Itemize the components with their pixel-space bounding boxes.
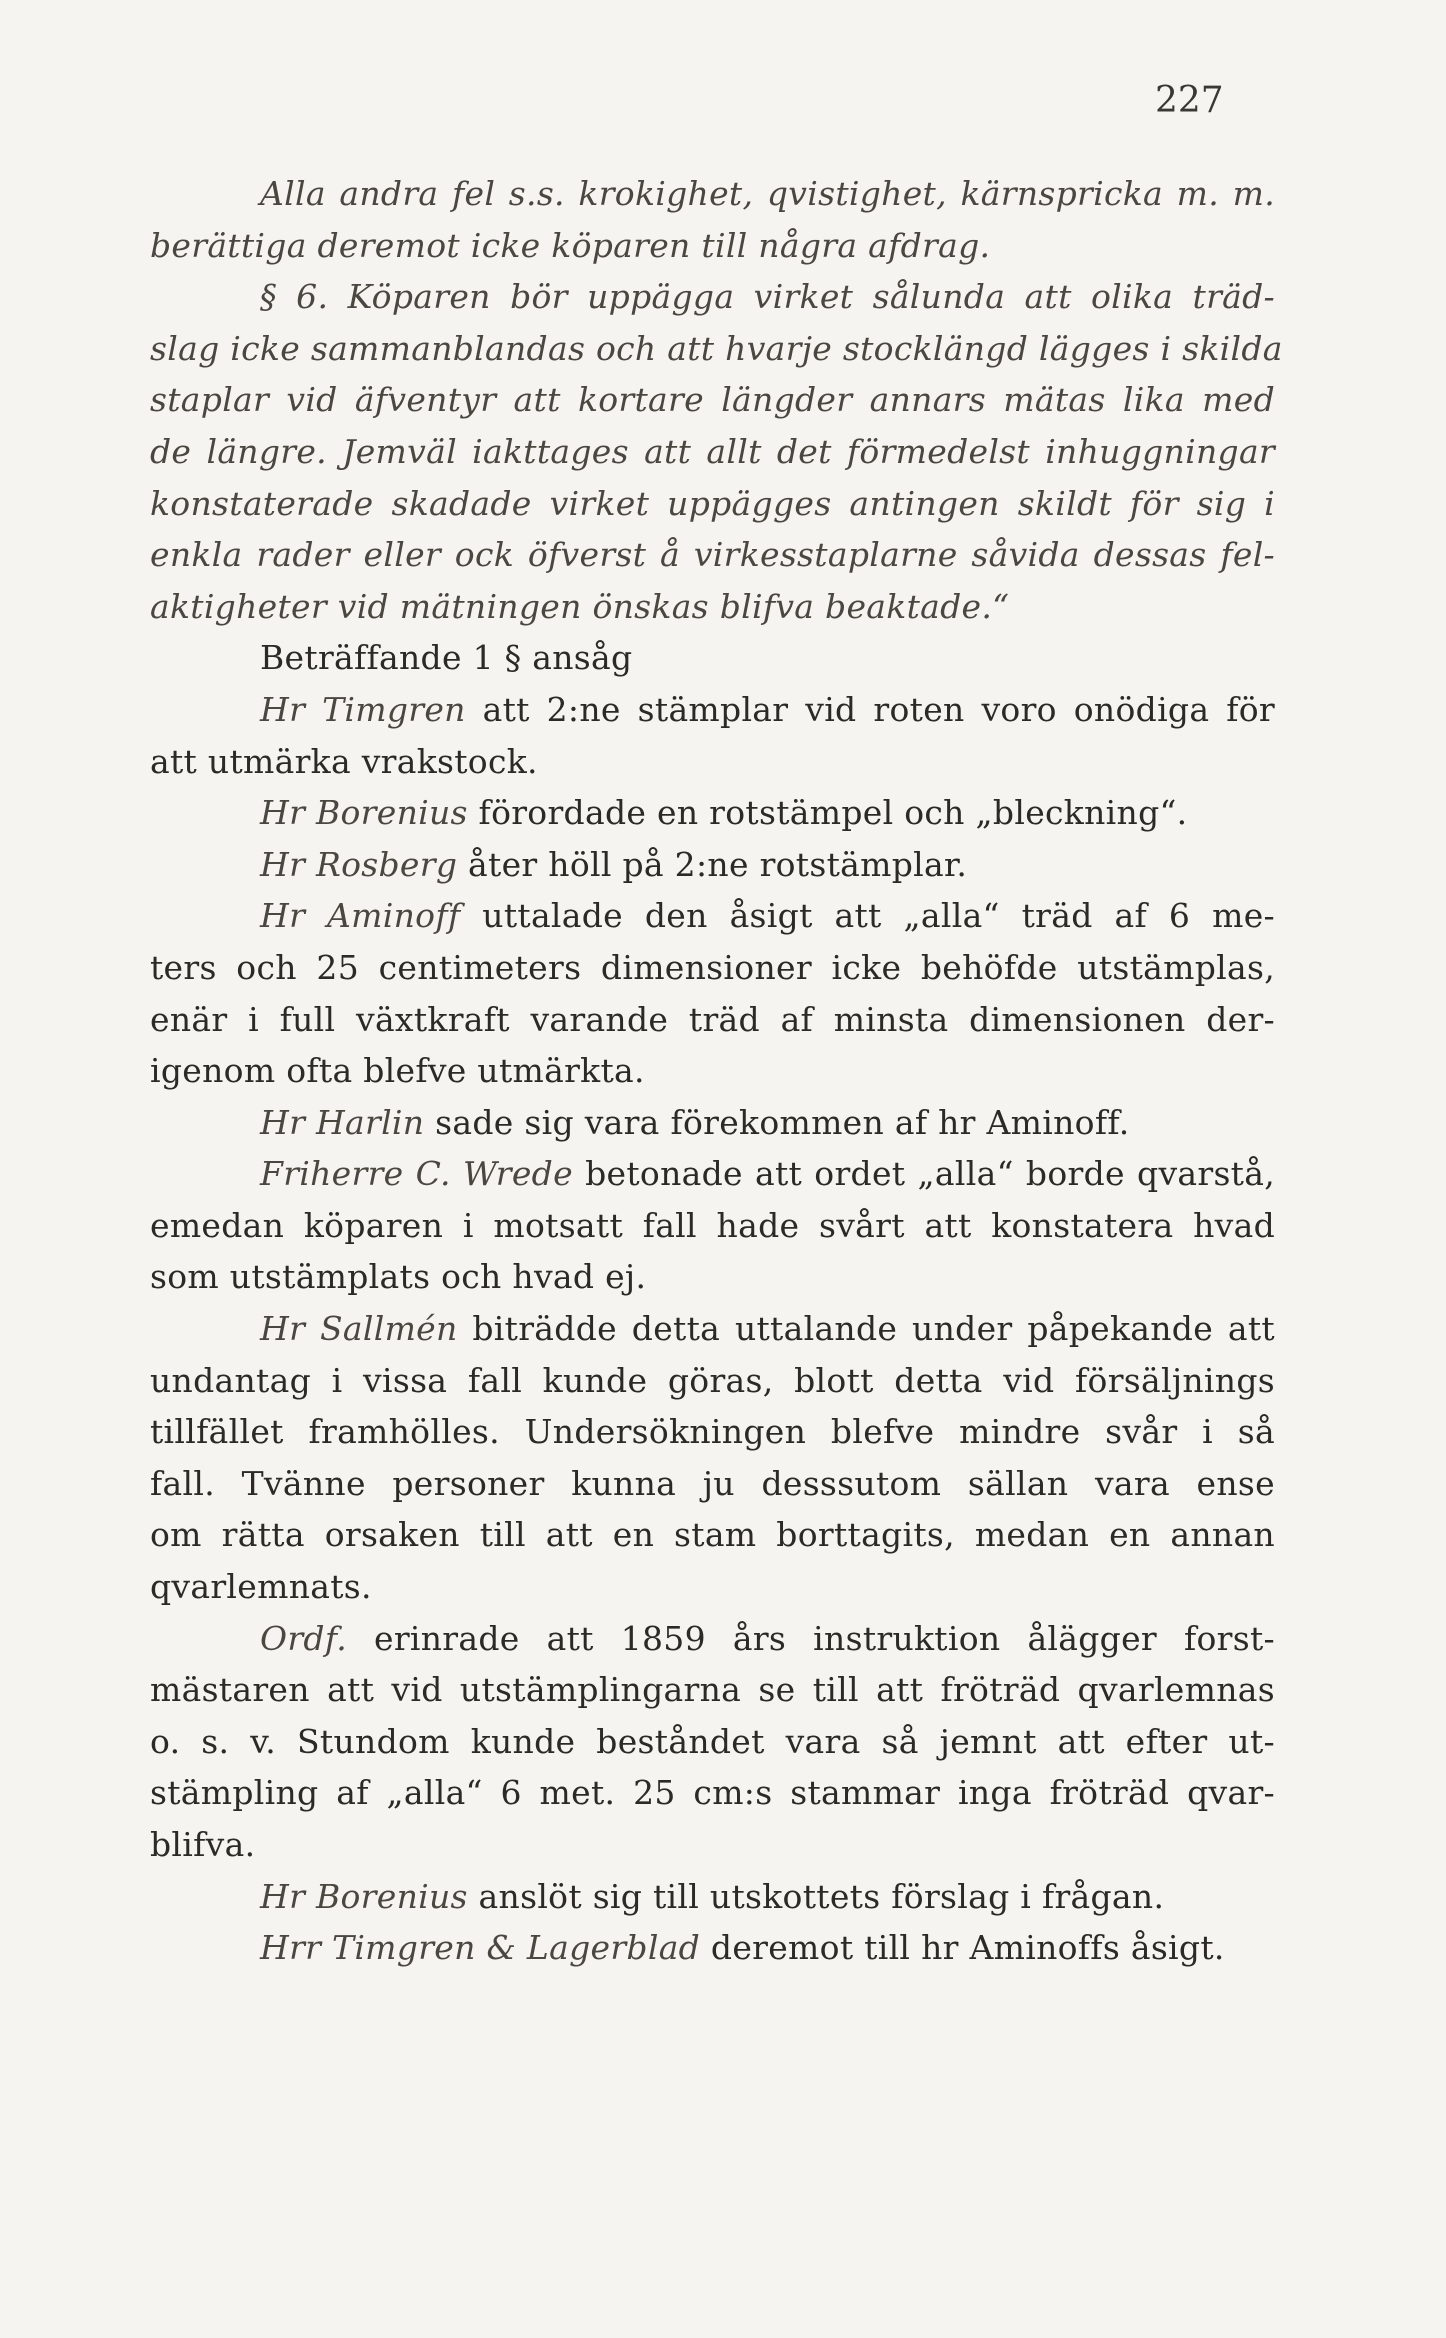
text-line — [150, 581, 1275, 633]
text-run: tillfället framhölles. Undersökningen blefve mindre svår i så — [150, 1412, 1275, 1452]
text-run: stämpling af „alla“ 6 met. 25 cm:s stammar inga fröträd qvar- — [150, 1773, 1275, 1813]
text-run: fall. Tvänne personer kunna ju desssutom sällan vara ense — [150, 1463, 1275, 1503]
text-run: blifva. — [150, 1825, 256, 1864]
text-line — [150, 1200, 1275, 1252]
italic-text: Hr Timgren — [260, 689, 466, 729]
text-line — [150, 942, 1275, 994]
text-line — [150, 736, 1275, 788]
text-run: uttalade den åsigt att „alla“ träd af 6 me- — [460, 896, 1275, 936]
text-line — [150, 1097, 1275, 1149]
text-run: mästaren att vid utstämplingarna se till att fröträd qvarlemnas — [150, 1670, 1275, 1710]
text-run: att utmärka vrakstock. — [150, 741, 538, 781]
text-line — [150, 1406, 1275, 1458]
text-line — [150, 1613, 1275, 1665]
text-line — [150, 323, 1283, 375]
italic-text: Hr Rosberg — [260, 844, 458, 884]
italic-text: staplar vid äfventyr att kortare längder annars mätas lika med — [150, 380, 1275, 420]
text-line — [150, 632, 1275, 684]
italic-text: Hr Borenius — [260, 793, 468, 833]
text-run: deremot till hr Aminoffs åsigt. — [700, 1928, 1225, 1968]
text-line — [150, 994, 1275, 1046]
text-line — [150, 684, 1275, 736]
text-line — [150, 1303, 1275, 1355]
text-line — [150, 787, 1275, 839]
text-run: qvarlemnats. — [150, 1567, 372, 1607]
text-run: erinrade att 1859 års instruktion ålägger forst- — [346, 1618, 1275, 1658]
italic-text: Hr Borenius — [260, 1876, 468, 1916]
italic-text: aktigheter vid mätningen önskas blifva beaktade.“ — [150, 586, 1010, 626]
text-run: om rätta orsaken till att en stam borttagits, medan en annan — [150, 1515, 1275, 1555]
text-run: o. s. v. Stundom kunde beståndet vara så jemnt att efter ut- — [150, 1721, 1275, 1761]
text-line — [150, 1871, 1275, 1923]
text-line — [150, 1819, 1275, 1871]
text-line — [150, 1509, 1275, 1561]
text-line — [150, 1148, 1275, 1200]
text-line — [150, 426, 1275, 478]
text-line — [150, 1767, 1275, 1819]
text-line — [150, 1045, 1275, 1097]
text-line — [150, 1922, 1275, 1974]
body-text — [150, 168, 1283, 1974]
text-run: sade sig vara förekommen af hr Aminoff. — [424, 1102, 1130, 1142]
italic-text: Hrr Timgren & Lagerblad — [260, 1928, 701, 1968]
text-line — [150, 374, 1275, 426]
text-line — [150, 220, 1275, 272]
text-run: emedan köparen i motsatt fall hade svårt att konstatera hvad — [150, 1205, 1275, 1245]
text-line — [150, 839, 1275, 891]
text-line — [150, 478, 1275, 530]
text-run: Beträffande 1 § ansåg — [260, 638, 633, 678]
text-run: biträdde detta uttalande under påpekande att — [457, 1309, 1275, 1349]
page-number: 227 — [1155, 80, 1224, 121]
text-line — [150, 1716, 1275, 1768]
italic-text: konstaterade skadade virket uppägges antingen skildt för sig i — [150, 483, 1275, 523]
italic-text: Hr Aminoff — [260, 896, 461, 936]
text-run: ters och 25 centimeters dimensioner icke behöfde utstämplas, — [150, 947, 1275, 987]
italic-text: enkla rader eller ock öfverst å virkesstaplarne såvida dessas fel- — [150, 535, 1275, 575]
text-line — [150, 1458, 1275, 1510]
italic-text: berättiga deremot icke köparen till några afdrag. — [150, 225, 991, 265]
text-line — [150, 890, 1275, 942]
text-line — [150, 1355, 1275, 1407]
italic-text: de längre. Jemväl iakttages att allt det förmedelst inhuggningar — [150, 431, 1275, 471]
italic-text: Alla andra fel s.s. krokighet, qvistighet, kärnspricka m. m. — [260, 174, 1275, 213]
text-run: enär i full växtkraft varande träd af minsta dimensionen der- — [150, 999, 1275, 1039]
italic-text: Ordf. — [260, 1618, 347, 1658]
italic-text: Friherre C. Wrede — [260, 1154, 573, 1194]
text-run: förordade en rotstämpel och „bleckning“. — [467, 793, 1188, 833]
text-run: anslöt sig till utskottets förslag i frågan. — [467, 1876, 1165, 1916]
text-run: betonade att ordet „alla“ borde qvarstå, — [572, 1154, 1276, 1194]
text-line — [150, 1251, 1275, 1303]
text-line — [150, 271, 1275, 323]
text-line — [150, 1561, 1275, 1613]
text-line — [150, 1664, 1275, 1716]
text-run: igenom ofta blefve utmärkta. — [150, 1051, 645, 1091]
text-run: undantag i vissa fall kunde göras, blott detta vid försäljnings — [150, 1360, 1275, 1400]
text-line — [150, 529, 1275, 581]
italic-text: slag icke sammanblandas och att hvarje stocklängd lägges i skilda — [150, 328, 1283, 368]
text-run: åter höll på 2:ne rotstämplar. — [457, 844, 968, 884]
text-line — [150, 168, 1275, 220]
italic-text: § 6. Köparen bör uppägga virket sålunda att olika träd- — [260, 277, 1275, 317]
italic-text: Hr Harlin — [260, 1102, 425, 1142]
italic-text: Hr Sallmén — [260, 1309, 458, 1349]
text-run: att 2:ne stämplar vid roten voro onödiga för — [465, 689, 1275, 729]
text-run: som utstämplats och hvad ej. — [150, 1257, 647, 1297]
